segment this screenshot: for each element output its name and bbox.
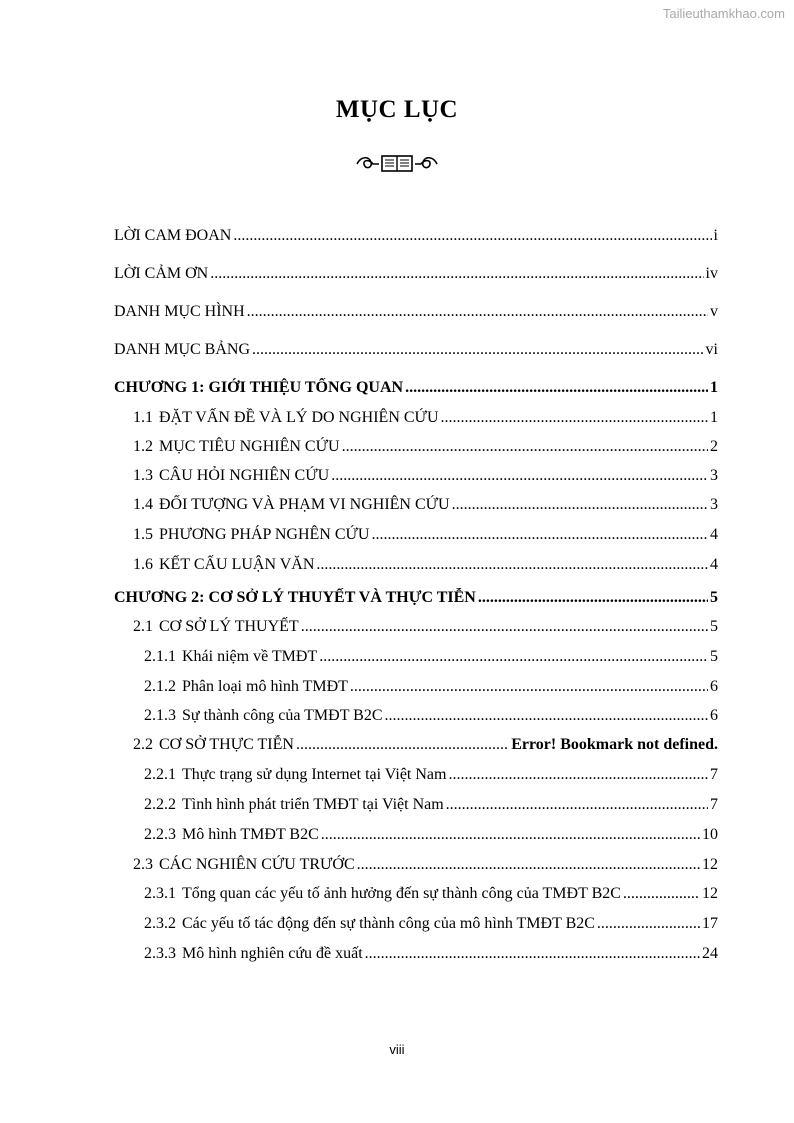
toc-entry-page: i — [713, 227, 718, 244]
toc-entry-label: CÂU HỎI NGHIÊN CỨU — [159, 467, 330, 484]
toc-entry-page: 10 — [702, 826, 718, 843]
toc-entry[interactable] — [114, 340, 718, 360]
toc-entry[interactable] — [133, 735, 718, 755]
toc-entry-number: 1.4 — [133, 496, 153, 513]
toc-dot-leader — [252, 340, 704, 360]
toc-entry-number: 2.1 — [133, 618, 153, 635]
toc-dot-leader — [301, 617, 708, 637]
toc-entry-page: 17 — [702, 915, 718, 932]
toc-entry[interactable] — [133, 855, 718, 875]
toc-entry[interactable] — [114, 588, 718, 608]
toc-entry-number: 2.2 — [133, 736, 153, 753]
toc-entry[interactable] — [144, 677, 718, 697]
toc-entry[interactable] — [114, 264, 718, 284]
toc-entry-page: 1 — [710, 379, 718, 396]
toc-dot-leader — [296, 735, 509, 755]
toc-entry-label: Sự thành công của TMĐT B2C — [182, 707, 383, 724]
toc-entry-page: 12 — [702, 885, 718, 902]
toc-dot-leader — [210, 264, 703, 284]
toc-entry-number: 2.1.2 — [144, 678, 176, 695]
book-flourish-icon — [0, 152, 794, 179]
toc-dot-leader — [247, 302, 708, 322]
toc-dot-leader — [321, 825, 700, 845]
toc-entry-page: 7 — [710, 766, 718, 783]
toc-entry-label: CÁC NGHIÊN CỨU TRƯỚC — [159, 856, 355, 873]
toc-entry-label: MỤC TIÊU NGHIÊN CỨU — [159, 438, 340, 455]
toc-entry-page: v — [710, 303, 718, 320]
toc-entry-number: 2.3.2 — [144, 915, 176, 932]
toc-dot-leader — [385, 706, 708, 726]
toc-entry-number: 2.3 — [133, 856, 153, 873]
toc-entry-page: vi — [705, 341, 718, 358]
toc-entry-label: LỜI CAM ĐOAN — [114, 227, 232, 244]
toc-entry-page: 6 — [710, 678, 718, 695]
toc-entry-number: 2.3.3 — [144, 945, 176, 962]
toc-entry-number: 1.5 — [133, 526, 153, 543]
toc-entry-page: 5 — [710, 618, 718, 635]
toc-entry-label: LỜI CẢM ƠN — [114, 265, 209, 282]
toc-dot-leader — [233, 226, 711, 246]
toc-entry-number: 1.3 — [133, 467, 153, 484]
toc-entry[interactable] — [144, 944, 718, 964]
toc-entry-label: DANH MỤC BẢNG — [114, 341, 251, 358]
toc-entry-label: KẾT CẤU LUẬN VĂN — [159, 556, 315, 573]
toc-dot-leader — [365, 944, 700, 964]
toc-entry-label: CHƯƠNG 1: GIỚI THIỆU TỔNG QUAN — [114, 379, 404, 396]
toc-dot-leader — [357, 855, 700, 875]
toc-entry-label: CHƯƠNG 2: CƠ SỞ LÝ THUYẾT VÀ THỰC TIỄN — [114, 589, 476, 606]
toc-entry[interactable] — [133, 555, 718, 575]
toc-entry-label: Thực trạng sử dụng Internet tại Việt Nam — [182, 766, 447, 783]
toc-entry-label: Tình hình phát triển TMĐT tại Việt Nam — [182, 796, 444, 813]
toc-entry[interactable] — [144, 914, 718, 934]
toc-dot-leader — [441, 408, 708, 428]
toc-entry-page: 3 — [710, 496, 718, 513]
toc-entry-label: Mô hình nghiên cứu đề xuất — [182, 945, 363, 962]
toc-dot-leader — [350, 677, 708, 697]
toc-entry-label: CƠ SỞ THỰC TIỄN — [159, 736, 294, 753]
toc-entry-number: 2.2.1 — [144, 766, 176, 783]
toc-entry[interactable] — [133, 437, 718, 457]
toc-dot-leader — [478, 588, 708, 608]
toc-dot-leader — [371, 525, 708, 545]
toc-entry[interactable] — [144, 825, 718, 845]
toc-entry-page: 2 — [710, 438, 718, 455]
toc-entry[interactable] — [133, 495, 718, 515]
toc-entry-label: Mô hình TMĐT B2C — [182, 826, 319, 843]
toc-entry-number: 1.2 — [133, 438, 153, 455]
toc-entry[interactable] — [144, 795, 718, 815]
toc-entry-number: 2.2.2 — [144, 796, 176, 813]
toc-entry-page: 4 — [710, 526, 718, 543]
toc-dot-leader — [316, 555, 708, 575]
toc-entry[interactable] — [133, 617, 718, 637]
toc-entry-page: Error! Bookmark not defined. — [511, 736, 718, 753]
toc-entry-page: 5 — [710, 589, 718, 606]
toc-entry-label: ĐỐI TƯỢNG VÀ PHẠM VI NGHIÊN CỨU — [159, 496, 450, 513]
page-title: MỤC LỤC — [335, 96, 459, 123]
toc-dot-leader — [446, 795, 708, 815]
toc-dot-leader — [448, 765, 708, 785]
toc-entry-page: 24 — [702, 945, 718, 962]
toc-entry-page: 5 — [710, 648, 718, 665]
toc-dot-leader — [331, 466, 708, 486]
toc-entry-label: Các yếu tố tác động đến sự thành công của mô hình TMĐT B2C — [182, 915, 595, 932]
toc-entry-number: 2.2.3 — [144, 826, 176, 843]
toc-entry[interactable] — [144, 765, 718, 785]
toc-dot-leader — [405, 378, 708, 398]
toc-entry-page: 7 — [710, 796, 718, 813]
toc-entry[interactable] — [133, 408, 718, 428]
toc-entry-number: 2.1.3 — [144, 707, 176, 724]
toc-entry-page: 6 — [710, 707, 718, 724]
toc-entry-page: 4 — [710, 556, 718, 573]
toc-entry[interactable] — [144, 706, 718, 726]
toc-entry-number: 1.6 — [133, 556, 153, 573]
toc-entry-label: Tổng quan các yếu tố ảnh hưởng đến sự thành công của TMĐT B2C — [182, 885, 621, 902]
page-number: viii — [389, 1042, 405, 1057]
toc-entry-label: CƠ SỞ LÝ THUYẾT — [159, 618, 299, 635]
toc-entry-page: 12 — [702, 856, 718, 873]
toc-entry-label: ĐẶT VẤN ĐỀ VÀ LÝ DO NGHIÊN CỨU — [159, 409, 439, 426]
toc-entry-label: PHƯƠNG PHÁP NGHÊN CỨU — [159, 526, 370, 543]
toc-entry-label: Phân loại mô hình TMĐT — [182, 678, 348, 695]
toc-entry-number: 1.1 — [133, 409, 153, 426]
toc-entry[interactable] — [133, 466, 718, 486]
toc-entry-page: 1 — [710, 409, 718, 426]
watermark: Tailieuthamkhao.com — [662, 6, 785, 21]
toc-dot-leader — [319, 647, 708, 667]
toc-entry[interactable] — [114, 378, 718, 398]
toc-dot-leader — [597, 914, 700, 934]
toc-dot-leader — [452, 495, 708, 515]
toc-entry-page: 3 — [710, 467, 718, 484]
toc-entry-number: 2.3.1 — [144, 885, 176, 902]
toc-entry-label: Khái niệm về TMĐT — [182, 648, 318, 665]
toc-entry[interactable] — [144, 647, 718, 667]
toc-dot-leader — [342, 437, 708, 457]
toc-entry[interactable] — [114, 302, 718, 322]
toc-entry-number: 2.1.1 — [144, 648, 176, 665]
toc-entry[interactable] — [144, 884, 718, 904]
toc-entry-page: iv — [705, 265, 718, 282]
toc-entry[interactable] — [114, 226, 718, 246]
toc-entry-label: DANH MỤC HÌNH — [114, 303, 245, 320]
toc-dot-leader — [623, 884, 700, 904]
toc-entry[interactable] — [133, 525, 718, 545]
